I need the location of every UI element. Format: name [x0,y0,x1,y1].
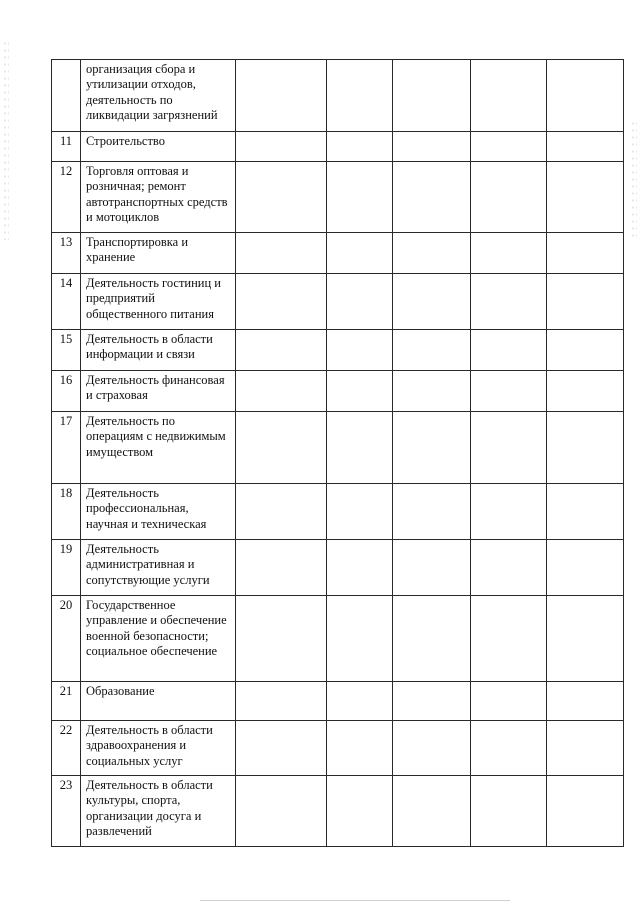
data-cell [327,60,393,132]
row-activity-name: Деятельность по операциям с недвижимым имуществом [81,412,236,484]
row-number: 19 [52,540,81,596]
data-cell [236,330,327,371]
data-cell [236,412,327,484]
table-row [52,412,624,484]
data-cell [327,540,393,596]
data-cell [236,233,327,274]
data-cell [547,60,624,132]
row-activity-name: Деятельность гостиниц и предприятий общественного питания [81,274,236,330]
row-activity-name: Деятельность финансовая и страховая [81,371,236,412]
data-cell [547,596,624,682]
table-row [52,540,624,596]
data-cell [236,132,327,162]
row-number [52,60,81,132]
data-cell [471,721,547,776]
data-cell [236,540,327,596]
data-cell [547,484,624,540]
data-cell [547,371,624,412]
table-row [52,132,624,162]
data-cell [236,274,327,330]
row-activity-name: Торговля оптовая и розничная; ремонт автотранспортных средств и мотоциклов [81,162,236,233]
data-cell [327,682,393,721]
row-number: 23 [52,776,81,847]
row-number: 15 [52,330,81,371]
scan-artifact-right [631,120,637,240]
data-cell [327,412,393,484]
activity-table [51,59,624,847]
row-number: 21 [52,682,81,721]
row-number: 20 [52,596,81,682]
row-activity-name: Деятельность в области здравоохранения и социальных услуг [81,721,236,776]
table-row [52,596,624,682]
data-cell [471,484,547,540]
row-activity-name: Деятельность административная и сопутствующие услуги [81,540,236,596]
table-row [52,484,624,540]
data-cell [393,540,471,596]
data-cell [471,412,547,484]
data-cell [547,682,624,721]
data-cell [236,721,327,776]
data-cell [393,60,471,132]
table-row [52,60,624,132]
table-row [52,776,624,847]
data-cell [471,596,547,682]
row-number: 14 [52,274,81,330]
data-cell [327,776,393,847]
data-cell [327,162,393,233]
row-number: 12 [52,162,81,233]
data-cell [236,682,327,721]
row-activity-name: Транспортировка и хранение [81,233,236,274]
data-cell [471,776,547,847]
data-cell [547,274,624,330]
table-row [52,371,624,412]
scan-artifact-bottom [200,900,510,901]
row-number: 11 [52,132,81,162]
data-cell [471,132,547,162]
row-activity-name: организация сбора и утилизации отходов, деятельность по ликвидации загрязнений [81,60,236,132]
data-cell [471,274,547,330]
data-cell [393,682,471,721]
row-activity-name: Деятельность в области информации и связи [81,330,236,371]
row-number: 18 [52,484,81,540]
data-cell [393,233,471,274]
data-cell [393,132,471,162]
data-cell [327,132,393,162]
row-activity-name: Государственное управление и обеспечение военной безопасности; социальное обеспечение [81,596,236,682]
data-cell [327,371,393,412]
data-cell [547,330,624,371]
data-cell [547,412,624,484]
data-cell [393,484,471,540]
data-cell [236,60,327,132]
data-cell [236,484,327,540]
data-cell [327,484,393,540]
table-row [52,330,624,371]
data-cell [236,371,327,412]
data-cell [471,330,547,371]
data-cell [393,274,471,330]
data-cell [393,776,471,847]
scan-artifact-left [3,40,9,240]
row-number: 16 [52,371,81,412]
data-cell [547,776,624,847]
data-cell [327,233,393,274]
data-cell [471,682,547,721]
data-cell [547,132,624,162]
data-cell [393,162,471,233]
data-cell [236,162,327,233]
row-number: 22 [52,721,81,776]
row-activity-name: Образование [81,682,236,721]
data-cell [393,330,471,371]
data-cell [547,721,624,776]
data-cell [327,330,393,371]
data-cell [327,274,393,330]
data-cell [547,233,624,274]
data-cell [471,371,547,412]
data-cell [236,776,327,847]
data-cell [547,162,624,233]
data-cell [393,371,471,412]
data-cell [393,721,471,776]
row-activity-name: Деятельность профессиональная, научная и техническая [81,484,236,540]
data-cell [471,540,547,596]
row-number: 13 [52,233,81,274]
data-cell [547,540,624,596]
table-row [52,233,624,274]
data-cell [327,596,393,682]
data-cell [393,412,471,484]
data-cell [393,596,471,682]
data-cell [471,162,547,233]
data-cell [236,596,327,682]
table-row [52,682,624,721]
data-cell [471,233,547,274]
row-activity-name: Деятельность в области культуры, спорта, организации досуга и развлечений [81,776,236,847]
row-activity-name: Строительство [81,132,236,162]
data-cell [471,60,547,132]
table-row [52,162,624,233]
data-cell [327,721,393,776]
table-row [52,721,624,776]
table-row [52,274,624,330]
row-number: 17 [52,412,81,484]
